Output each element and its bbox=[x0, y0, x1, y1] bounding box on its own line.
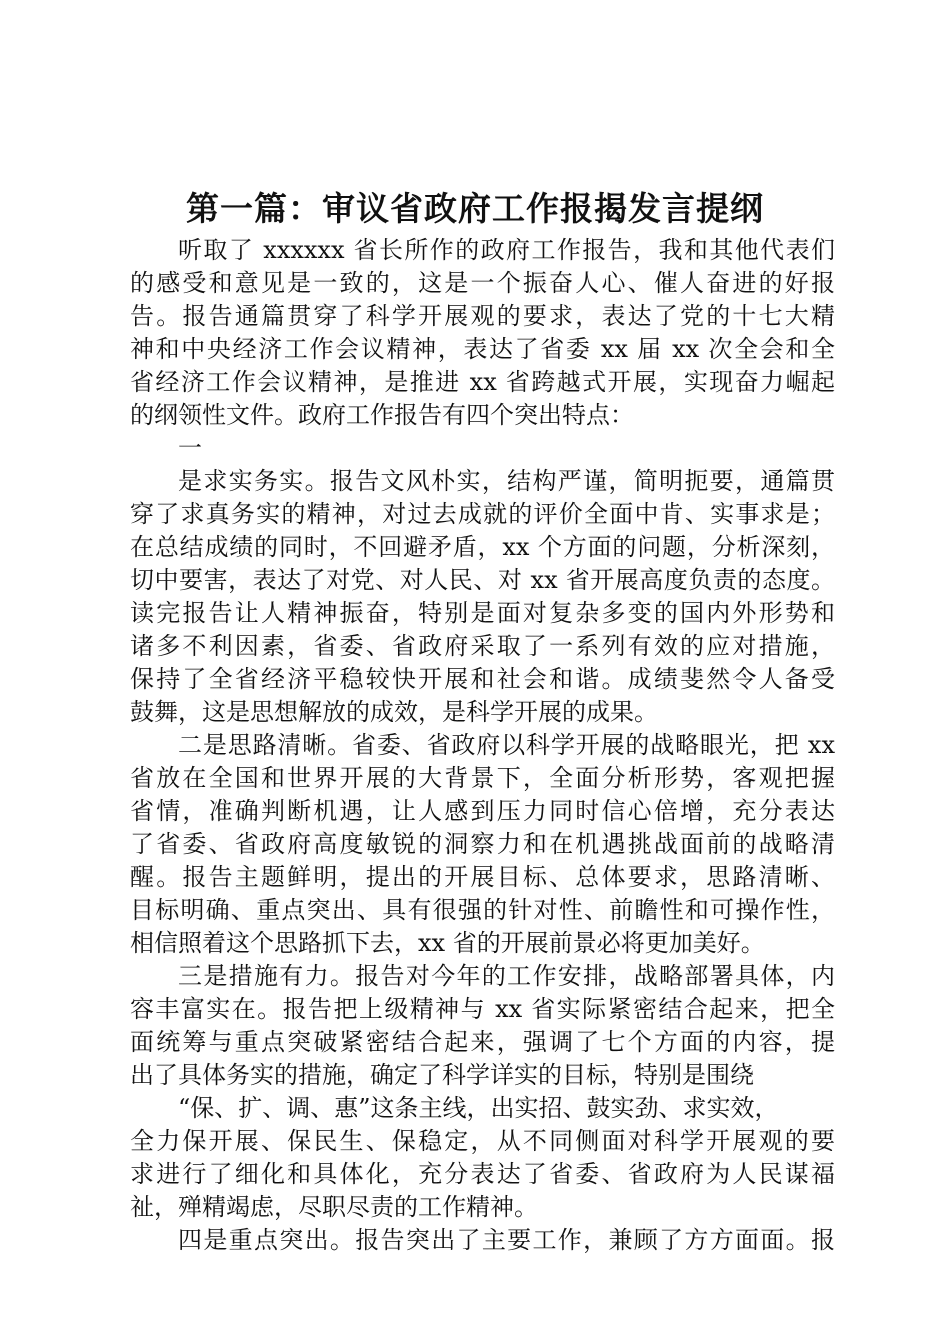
text-line: 省情，准确判断机遇，让人感到压力同时信心倍增，充分表达 bbox=[130, 797, 835, 825]
text-line: 容丰富实在。报告把上级精神与 xx 省实际紧密结合起来，把全 bbox=[130, 995, 835, 1023]
text-line: 切中要害，表达了对党、对人民、对 xx 省开展高度负责的态度。 bbox=[130, 566, 835, 594]
text-line: 面统筹与重点突破紧密结合起来，强调了七个方面的内容，提 bbox=[130, 1028, 835, 1056]
document-title: 第一篇：审议省政府工作报揭发言提纲 bbox=[186, 189, 764, 228]
text-line: 的纲领性文件。政府工作报告有四个突出特点： bbox=[130, 401, 634, 429]
text-line: 出了具体务实的措施，确定了科学详实的目标，特别是围绕 bbox=[130, 1061, 754, 1089]
text-line: 是求实务实。报告文风朴实，结构严谨，简明扼要，通篇贯 bbox=[178, 467, 835, 495]
text-line: 了省委、省政府高度敏锐的洞察力和在机遇挑战面前的战略清 bbox=[130, 830, 835, 858]
text-line: 穿了求真务实的精神，对过去成就的评价全面中肯、实事求是； bbox=[130, 500, 835, 528]
text-line: 读完报告让人精神振奋，特别是面对复杂多变的国内外形势和 bbox=[130, 599, 835, 627]
text-line: 鼓舞，这是思想解放的成效，是科学开展的成果。 bbox=[130, 698, 658, 726]
text-line: 求进行了细化和具体化，充分表达了省委、省政府为人民谋福 bbox=[130, 1160, 835, 1188]
text-line: 告。报告通篇贯穿了科学开展观的要求，表达了党的十七大精 bbox=[130, 302, 835, 330]
text-line: 二是思路清晰。省委、省政府以科学开展的战略眼光，把 xx bbox=[178, 731, 835, 759]
text-line: 全力保开展、保民生、保稳定，从不同侧面对科学开展观的要 bbox=[130, 1127, 835, 1155]
text-line: 相信照着这个思路抓下去，xx 省的开展前景必将更加美好。 bbox=[130, 929, 765, 957]
document-body bbox=[130, 234, 835, 1257]
text-line: “保、扩、调、惠”这条主线，出实招、鼓实劲、求实效， bbox=[178, 1094, 779, 1122]
text-line: 省经济工作会议精神，是推进 xx 省跨越式开展，实现奋力崛起 bbox=[130, 368, 835, 396]
text-line: 三是措施有力。报告对今年的工作安排，战略部署具体，内 bbox=[178, 962, 835, 990]
text-line: 一 bbox=[178, 434, 202, 462]
text-line: 在总结成绩的同时，不回避矛盾，xx 个方面的问题，分析深刻， bbox=[130, 533, 835, 561]
text-line: 的感受和意见是一致的，这是一个振奋人心、催人奋进的好报 bbox=[130, 269, 835, 297]
text-line: 目标明确、重点突出、具有很强的针对性、前瞻性和可操作性， bbox=[130, 896, 835, 924]
text-line: 醒。报告主题鲜明，提出的开展目标、总体要求，思路清晰、 bbox=[130, 863, 835, 891]
text-line: 省放在全国和世界开展的大背景下，全面分析形势，客观把握 bbox=[130, 764, 835, 792]
text-line: 祉，殚精竭虑，尽职尽责的工作精神。 bbox=[130, 1193, 538, 1221]
text-line: 听取了 xxxxxx 省长所作的政府工作报告，我和其他代表们 bbox=[178, 236, 835, 264]
text-line: 神和中央经济工作会议精神，表达了省委 xx 届 xx 次全会和全 bbox=[130, 335, 835, 363]
text-line: 四是重点突出。报告突出了主要工作，兼顾了方方面面。报 bbox=[178, 1226, 835, 1254]
text-line: 诸多不利因素，省委、省政府采取了一系列有效的应对措施， bbox=[130, 632, 835, 660]
text-line: 保持了全省经济平稳较快开展和社会和谐。成绩斐然令人备受 bbox=[130, 665, 835, 693]
